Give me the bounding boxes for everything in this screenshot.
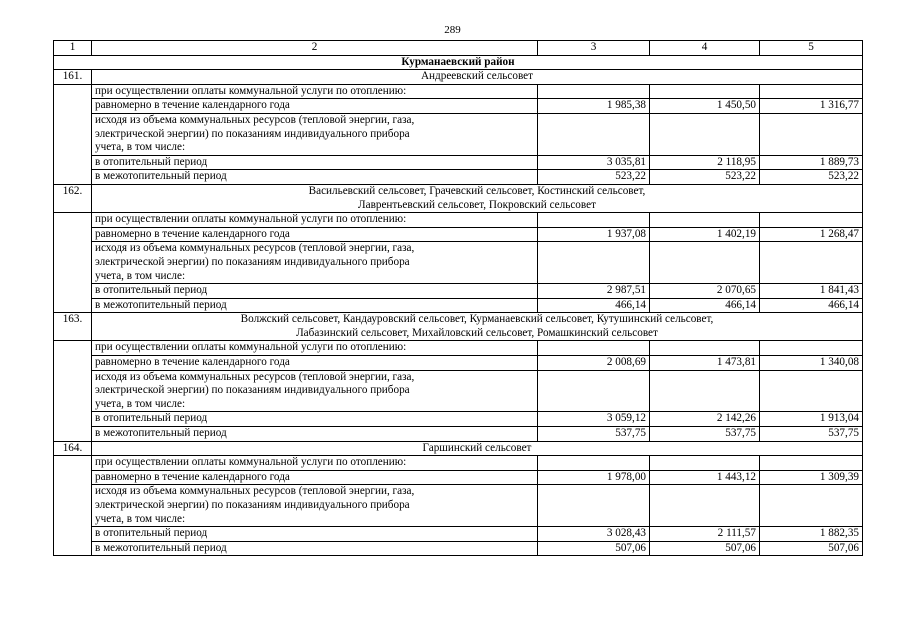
value-cell: 1 268,47 bbox=[760, 227, 863, 242]
table-row bbox=[54, 356, 863, 371]
tariff-table bbox=[53, 40, 863, 556]
value-cell: 466,14 bbox=[538, 298, 650, 313]
table-row bbox=[54, 170, 863, 185]
value-cell: 3 035,81 bbox=[538, 155, 650, 170]
group-number: 162. bbox=[54, 184, 92, 212]
row-label-intro: при осуществлении оплаты коммунальной услуги по отоплению: bbox=[92, 213, 538, 228]
row-label-based: исходя из объема коммунальных ресурсов (тепловой энергии, газа, электрической энергии) по показаниям индивидуального прибора учета, в том числе: bbox=[92, 113, 538, 155]
table-row bbox=[54, 485, 863, 527]
value-cell: 1 913,04 bbox=[760, 412, 863, 427]
row-label-nonheating: в межотопительный период bbox=[92, 541, 538, 556]
group-name-line: Лабазинский сельсовет, Михайловский сельсовет, Ромашкинский сельсовет bbox=[296, 326, 658, 339]
table-row bbox=[54, 456, 863, 471]
value-cell: 2 070,65 bbox=[650, 284, 760, 299]
table-header-row bbox=[54, 41, 863, 56]
table-row bbox=[54, 412, 863, 427]
value-cell: 1 473,81 bbox=[650, 356, 760, 371]
row-label-intro: при осуществлении оплаты коммунальной услуги по отоплению: bbox=[92, 341, 538, 356]
row-label-heating: в отопительный период bbox=[92, 284, 538, 299]
table-row bbox=[54, 84, 863, 99]
row-label-nonheating: в межотопительный период bbox=[92, 170, 538, 185]
value-cell: 1 882,35 bbox=[760, 527, 863, 542]
value-cell: 1 316,77 bbox=[760, 99, 863, 114]
group-name bbox=[92, 184, 863, 212]
table-row bbox=[54, 541, 863, 556]
group-name-line: Волжский сельсовет, Кандауровский сельсовет, Курманаевский сельсовет, Кутушинский сельсовет, bbox=[240, 313, 714, 326]
value-cell: 523,22 bbox=[760, 170, 863, 185]
value-cell: 523,22 bbox=[650, 170, 760, 185]
value-cell: 2 111,57 bbox=[650, 527, 760, 542]
table-row bbox=[54, 298, 863, 313]
row-label-intro: при осуществлении оплаты коммунальной услуги по отоплению: bbox=[92, 456, 538, 471]
group-name-line: Андреевский сельсовет bbox=[420, 70, 534, 83]
group-name-line: Лаврентьевский сельсовет, Покровский сельсовет bbox=[358, 198, 596, 211]
group-title-row bbox=[54, 441, 863, 456]
column-header: 1 bbox=[54, 41, 92, 56]
column-header: 2 bbox=[92, 41, 538, 56]
group-number: 164. bbox=[54, 441, 92, 456]
value-cell: 1 985,38 bbox=[538, 99, 650, 114]
value-cell: 1 450,50 bbox=[650, 99, 760, 114]
value-cell: 507,06 bbox=[538, 541, 650, 556]
row-label-nonheating: в межотопительный период bbox=[92, 298, 538, 313]
table-row bbox=[54, 370, 863, 412]
group-name bbox=[92, 313, 863, 341]
district-row bbox=[54, 55, 863, 70]
row-label-uniform: равномерно в течение календарного года bbox=[92, 470, 538, 485]
group-name bbox=[92, 441, 863, 456]
group-name-line: Гаршинский сельсовет bbox=[422, 441, 532, 454]
row-label-based: исходя из объема коммунальных ресурсов (тепловой энергии, газа, электрической энергии) по показаниям индивидуального прибора учета, в том числе: bbox=[92, 242, 538, 284]
value-cell: 537,75 bbox=[538, 427, 650, 442]
row-label-heating: в отопительный период bbox=[92, 527, 538, 542]
value-cell: 2 008,69 bbox=[538, 356, 650, 371]
table-row bbox=[54, 427, 863, 442]
row-label-uniform: равномерно в течение календарного года bbox=[92, 99, 538, 114]
value-cell: 1 340,08 bbox=[760, 356, 863, 371]
district-title: Курманаевский район bbox=[54, 55, 863, 70]
value-cell: 537,75 bbox=[760, 427, 863, 442]
row-label-uniform: равномерно в течение календарного года bbox=[92, 356, 538, 371]
group-title-row bbox=[54, 70, 863, 85]
column-header: 4 bbox=[650, 41, 760, 56]
row-label-nonheating: в межотопительный период bbox=[92, 427, 538, 442]
group-title-row bbox=[54, 184, 863, 212]
value-cell: 2 118,95 bbox=[650, 155, 760, 170]
row-label-based: исходя из объема коммунальных ресурсов (тепловой энергии, газа, электрической энергии) по показаниям индивидуального прибора учета, в том числе: bbox=[92, 485, 538, 527]
table-row bbox=[54, 113, 863, 155]
value-cell: 1 841,43 bbox=[760, 284, 863, 299]
table-row bbox=[54, 242, 863, 284]
table-row bbox=[54, 284, 863, 299]
value-cell: 523,22 bbox=[538, 170, 650, 185]
group-title-row bbox=[54, 313, 863, 341]
value-cell: 1 937,08 bbox=[538, 227, 650, 242]
table-row bbox=[54, 213, 863, 228]
row-label-based: исходя из объема коммунальных ресурсов (тепловой энергии, газа, электрической энергии) по показаниям индивидуального прибора учета, в том числе: bbox=[92, 370, 538, 412]
column-header: 3 bbox=[538, 41, 650, 56]
table-row bbox=[54, 227, 863, 242]
row-label-uniform: равномерно в течение календарного года bbox=[92, 227, 538, 242]
table-row bbox=[54, 470, 863, 485]
value-cell: 507,06 bbox=[760, 541, 863, 556]
page-number: 289 bbox=[444, 24, 461, 36]
value-cell: 466,14 bbox=[650, 298, 760, 313]
value-cell: 2 142,26 bbox=[650, 412, 760, 427]
row-label-heating: в отопительный период bbox=[92, 155, 538, 170]
row-label-heating: в отопительный период bbox=[92, 412, 538, 427]
table-row bbox=[54, 155, 863, 170]
value-cell: 1 443,12 bbox=[650, 470, 760, 485]
row-label-intro: при осуществлении оплаты коммунальной услуги по отоплению: bbox=[92, 84, 538, 99]
group-name-line: Васильевский сельсовет, Грачевский сельсовет, Костинский сельсовет, bbox=[308, 184, 646, 197]
column-header: 5 bbox=[760, 41, 863, 56]
value-cell: 507,06 bbox=[650, 541, 760, 556]
value-cell: 1 978,00 bbox=[538, 470, 650, 485]
value-cell: 1 309,39 bbox=[760, 470, 863, 485]
value-cell: 537,75 bbox=[650, 427, 760, 442]
table-row bbox=[54, 99, 863, 114]
table-row bbox=[54, 341, 863, 356]
value-cell: 466,14 bbox=[760, 298, 863, 313]
group-number: 163. bbox=[54, 313, 92, 341]
group-name bbox=[92, 70, 863, 85]
value-cell: 3 059,12 bbox=[538, 412, 650, 427]
value-cell: 1 402,19 bbox=[650, 227, 760, 242]
group-number: 161. bbox=[54, 70, 92, 85]
value-cell: 2 987,51 bbox=[538, 284, 650, 299]
table-row bbox=[54, 527, 863, 542]
value-cell: 1 889,73 bbox=[760, 155, 863, 170]
value-cell: 3 028,43 bbox=[538, 527, 650, 542]
